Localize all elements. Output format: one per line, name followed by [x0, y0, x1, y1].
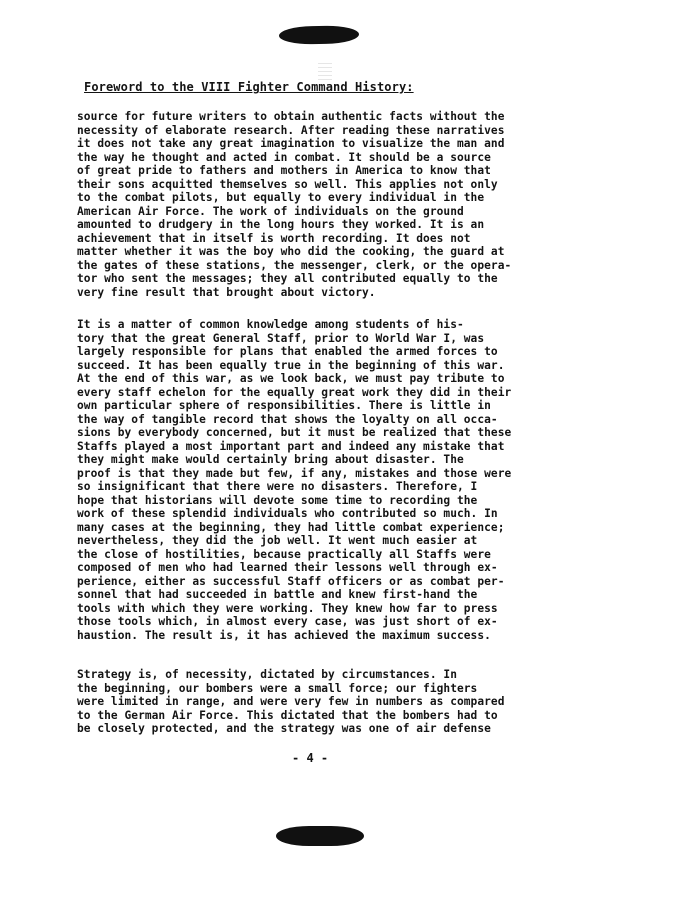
text-line: own particular sphere of responsibilities. There is little in	[77, 399, 491, 412]
text-line: sonnel that had succeeded in battle and knew first-hand the	[77, 588, 478, 601]
text-line: tor who sent the messages; they all contributed equally to the	[77, 272, 498, 285]
text-line: so insignificant that there were no disasters. Therefore, I	[77, 480, 478, 493]
text-line: it does not take any great imagination to visualize the man and	[77, 137, 505, 150]
scan-smudge	[318, 62, 332, 80]
text-line: source for future writers to obtain authentic facts without the	[77, 110, 505, 123]
text-line: haustion. The result is, it has achieved the maximum success.	[77, 628, 491, 642]
text-line: proof is that they made but few, if any, mistakes and those were	[77, 466, 512, 480]
text-line: composed of men who had learned their lessons well through ex-	[77, 561, 498, 574]
text-line: hope that historians will devote some time to recording the	[77, 493, 478, 507]
text-line: American Air Force. The work of individuals on the ground	[77, 204, 464, 218]
text-line: sions by everybody concerned, but it must be realized that these	[77, 426, 512, 439]
text-line: very fine result that brought about victory.	[77, 285, 376, 299]
text-line: those tools which, in almost every case, was just short of ex-	[77, 615, 498, 628]
text-line: to the German Air Force. This dictated that the bombers had to	[77, 708, 498, 722]
text-line: the way of tangible record that shows the loyalty on all occa-	[77, 412, 498, 426]
text-line: many cases at the beginning, they had little combat experience;	[77, 520, 505, 534]
redaction-mark-bottom	[276, 826, 364, 846]
text-line: nevertheless, they did the job well. It went much easier at	[77, 534, 478, 547]
text-line: achievement that in itself is worth recording. It does not	[77, 231, 471, 245]
text-line: the close of hostilities, because practically all Staffs were	[77, 547, 491, 561]
text-line: of great pride to fathers and mothers in America to know that	[77, 164, 491, 177]
text-line: every staff echelon for the equally great work they did in their	[77, 385, 512, 399]
text-line: tory that the great General Staff, prior to World War I, was	[77, 331, 485, 345]
text-line: the way he thought and acted in combat. It should be a source	[77, 150, 491, 164]
text-line: the gates of these stations, the messenger, clerk, or the opera-	[77, 258, 512, 272]
text-line: work of these splendid individuals who contributed so much. In	[77, 507, 498, 520]
text-line: tools with which they were working. They knew how far to press	[77, 601, 498, 615]
text-line: amounted to drudgery in the long hours they worked. It is an	[77, 218, 485, 231]
paragraph-3	[77, 668, 547, 736]
text-line: be closely protected, and the strategy was one of air defense	[77, 722, 491, 735]
paragraph-1	[77, 110, 547, 299]
text-line: their sons acquitted themselves so well. This applies not only	[77, 177, 498, 191]
page-number: - 4 -	[292, 751, 329, 765]
paragraph-2	[77, 318, 547, 642]
text-line: succeed. It has been equally true in the beginning of this war.	[77, 358, 505, 372]
text-line: necessity of elaborate research. After reading these narratives	[77, 123, 505, 137]
page-heading: Foreword to the VIII Fighter Command History:	[84, 80, 414, 94]
text-line: At the end of this war, as we look back, we must pay tribute to	[77, 372, 505, 385]
redaction-mark-top	[279, 25, 359, 44]
text-line: to the combat pilots, but equally to every individual in the	[77, 191, 485, 204]
text-line: the beginning, our bombers were a small force; our fighters	[77, 681, 478, 695]
text-line: Strategy is, of necessity, dictated by circumstances. In	[77, 668, 457, 681]
text-line: largely responsible for plans that enabled the armed forces to	[77, 345, 498, 358]
text-line: It is a matter of common knowledge among students of his-	[77, 318, 464, 331]
text-line: perience, either as successful Staff officers or as combat per-	[77, 574, 505, 588]
text-line: were limited in range, and were very few in numbers as compared	[77, 695, 505, 708]
text-line: they might make would certainly bring about disaster. The	[77, 453, 464, 466]
text-line: Staffs played a most important part and indeed any mistake that	[77, 439, 505, 453]
text-line: matter whether it was the boy who did the cooking, the guard at	[77, 245, 505, 258]
